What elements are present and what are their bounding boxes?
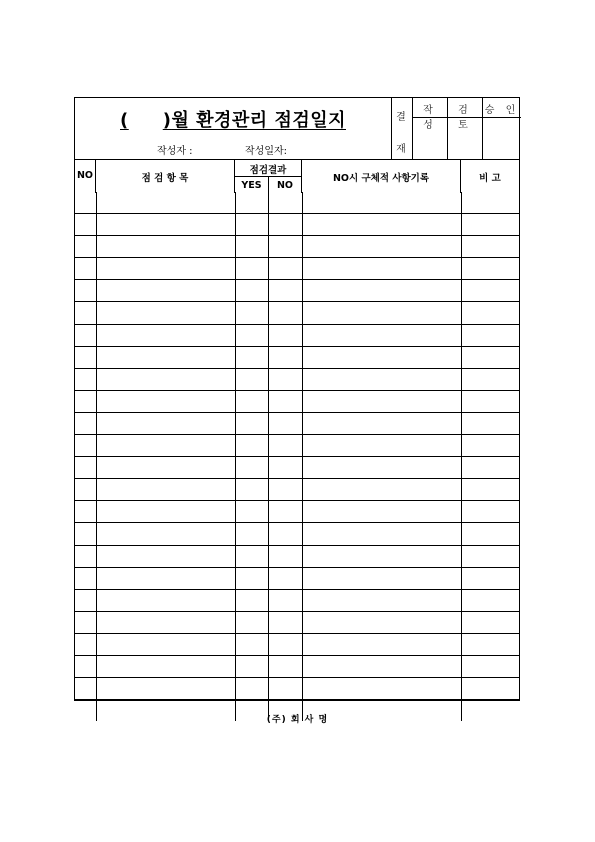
table-row xyxy=(75,236,519,258)
table-row xyxy=(75,214,519,236)
cell-detail[interactable] xyxy=(302,545,461,567)
cell-item[interactable] xyxy=(96,368,235,390)
cell-detail[interactable] xyxy=(302,457,461,479)
cell-item[interactable] xyxy=(96,302,235,324)
cell-yes[interactable] xyxy=(235,655,268,677)
cell-no xyxy=(75,346,96,368)
cell-no-result[interactable] xyxy=(268,501,302,523)
cell-no-result[interactable] xyxy=(268,435,302,457)
cell-item[interactable] xyxy=(96,435,235,457)
cell-no xyxy=(75,435,96,457)
cell-detail[interactable] xyxy=(302,324,461,346)
cell-no xyxy=(75,545,96,567)
cell-yes[interactable] xyxy=(235,192,268,214)
writer-label: 작성자 : xyxy=(157,146,193,157)
cell-no xyxy=(75,611,96,633)
cell-yes[interactable] xyxy=(235,368,268,390)
cell-remarks[interactable] xyxy=(461,479,519,501)
cell-remarks[interactable] xyxy=(461,523,519,545)
cell-yes[interactable] xyxy=(235,435,268,457)
cell-remarks[interactable] xyxy=(461,655,519,677)
cell-item[interactable] xyxy=(96,655,235,677)
cell-no xyxy=(75,236,96,258)
approval-col-review: 검 토 xyxy=(458,105,472,131)
cell-yes[interactable] xyxy=(235,457,268,479)
cell-no-result[interactable] xyxy=(268,567,302,589)
cell-item[interactable] xyxy=(96,523,235,545)
cell-no-result[interactable] xyxy=(268,678,302,700)
cell-item[interactable] xyxy=(96,214,235,236)
cell-no-result[interactable] xyxy=(268,633,302,655)
header-yes: YES xyxy=(241,180,262,191)
cell-item[interactable] xyxy=(96,633,235,655)
cell-remarks[interactable] xyxy=(461,678,519,700)
cell-no xyxy=(75,479,96,501)
cell-yes[interactable] xyxy=(235,479,268,501)
table-row xyxy=(75,545,519,567)
cell-item[interactable] xyxy=(96,589,235,611)
table-row xyxy=(75,479,519,501)
table-row xyxy=(75,501,519,523)
cell-yes[interactable] xyxy=(235,678,268,700)
cell-yes[interactable] xyxy=(235,236,268,258)
table-row xyxy=(75,280,519,302)
cell-detail[interactable] xyxy=(302,302,461,324)
header-no-sub: NO xyxy=(276,180,294,191)
cell-remarks[interactable] xyxy=(461,214,519,236)
cell-item[interactable] xyxy=(96,545,235,567)
cell-detail[interactable] xyxy=(302,435,461,457)
cell-no-result[interactable] xyxy=(268,368,302,390)
approval-side-label-2: 재 xyxy=(396,144,406,155)
cell-detail[interactable] xyxy=(302,236,461,258)
cell-detail[interactable] xyxy=(302,280,461,302)
cell-no xyxy=(75,192,96,214)
header-remarks: 비 고 xyxy=(479,173,501,184)
cell-yes[interactable] xyxy=(235,611,268,633)
cell-no-result[interactable] xyxy=(268,457,302,479)
form-title: ( )월 환경관리 점검일지 xyxy=(120,110,346,131)
cell-no xyxy=(75,457,96,479)
inspection-log-form xyxy=(74,97,520,701)
cell-remarks[interactable] xyxy=(461,324,519,346)
cell-no xyxy=(75,258,96,280)
cell-yes[interactable] xyxy=(235,214,268,236)
cell-detail[interactable] xyxy=(302,390,461,412)
cell-yes[interactable] xyxy=(235,324,268,346)
cell-item[interactable] xyxy=(96,501,235,523)
cell-remarks[interactable] xyxy=(461,457,519,479)
cell-remarks[interactable] xyxy=(461,192,519,214)
cell-detail[interactable] xyxy=(302,567,461,589)
cell-detail[interactable] xyxy=(302,192,461,214)
cell-remarks[interactable] xyxy=(461,390,519,412)
cell-no-result[interactable] xyxy=(268,390,302,412)
cell-no xyxy=(75,214,96,236)
cell-remarks[interactable] xyxy=(461,368,519,390)
cell-remarks[interactable] xyxy=(461,545,519,567)
cell-no xyxy=(75,523,96,545)
cell-detail[interactable] xyxy=(302,523,461,545)
cell-yes[interactable] xyxy=(235,523,268,545)
approval-col-approve: 승 인 xyxy=(484,105,520,116)
date-label: 작성일자: xyxy=(245,146,288,157)
cell-yes[interactable] xyxy=(235,412,268,434)
cell-no xyxy=(75,368,96,390)
cell-remarks[interactable] xyxy=(461,567,519,589)
cell-no-result[interactable] xyxy=(268,479,302,501)
approval-signature-area xyxy=(412,98,520,159)
cell-detail[interactable] xyxy=(302,633,461,655)
cell-yes[interactable] xyxy=(235,390,268,412)
cell-remarks[interactable] xyxy=(461,633,519,655)
cell-no-result[interactable] xyxy=(268,655,302,677)
cell-no xyxy=(75,589,96,611)
cell-item[interactable] xyxy=(96,611,235,633)
approval-box xyxy=(391,98,519,159)
table-row xyxy=(75,633,519,655)
cell-yes[interactable] xyxy=(235,302,268,324)
cell-yes[interactable] xyxy=(235,280,268,302)
cell-detail[interactable] xyxy=(302,346,461,368)
cell-no xyxy=(75,280,96,302)
header-no: NO xyxy=(76,170,94,181)
cell-item[interactable] xyxy=(96,678,235,700)
cell-yes[interactable] xyxy=(235,346,268,368)
table-row xyxy=(75,192,519,214)
cell-yes[interactable] xyxy=(235,589,268,611)
cell-no xyxy=(75,501,96,523)
cell-no xyxy=(75,655,96,677)
cell-detail[interactable] xyxy=(302,611,461,633)
cell-item[interactable] xyxy=(96,390,235,412)
cell-detail[interactable] xyxy=(302,368,461,390)
cell-no-result[interactable] xyxy=(268,589,302,611)
cell-remarks[interactable] xyxy=(461,302,519,324)
cell-remarks[interactable] xyxy=(461,346,519,368)
cell-remarks[interactable] xyxy=(461,611,519,633)
inspection-table xyxy=(75,192,519,721)
header-detail: NO시 구체적 사항기록 xyxy=(332,173,430,184)
table-row xyxy=(75,611,519,633)
table-row xyxy=(75,655,519,677)
cell-no xyxy=(75,324,96,346)
cell-item[interactable] xyxy=(96,192,235,214)
cell-no xyxy=(75,302,96,324)
cell-detail[interactable] xyxy=(302,258,461,280)
table-row xyxy=(75,567,519,589)
cell-item[interactable] xyxy=(96,280,235,302)
table-row xyxy=(75,412,519,434)
cell-item[interactable] xyxy=(96,479,235,501)
cell-no-result[interactable] xyxy=(268,302,302,324)
cell-detail[interactable] xyxy=(302,589,461,611)
table-row xyxy=(75,523,519,545)
cell-detail[interactable] xyxy=(302,501,461,523)
cell-item[interactable] xyxy=(96,346,235,368)
cell-no-result[interactable] xyxy=(268,545,302,567)
table-row xyxy=(75,457,519,479)
table-row xyxy=(75,678,519,700)
table-header xyxy=(75,159,519,192)
cell-remarks[interactable] xyxy=(461,435,519,457)
cell-no-result[interactable] xyxy=(268,324,302,346)
company-name: (주) 회 사 명 xyxy=(266,715,329,725)
cell-detail[interactable] xyxy=(302,678,461,700)
cell-detail[interactable] xyxy=(302,214,461,236)
table-row xyxy=(75,589,519,611)
cell-remarks[interactable] xyxy=(461,412,519,434)
cell-remarks[interactable] xyxy=(461,589,519,611)
cell-item[interactable] xyxy=(96,324,235,346)
cell-no-result[interactable] xyxy=(268,192,302,214)
cell-remarks[interactable] xyxy=(461,236,519,258)
cell-no-result[interactable] xyxy=(268,214,302,236)
approval-side-label-1: 결 xyxy=(396,112,406,123)
table-row xyxy=(75,346,519,368)
cell-no xyxy=(75,633,96,655)
table-row xyxy=(75,368,519,390)
cell-remarks[interactable] xyxy=(461,258,519,280)
cell-yes[interactable] xyxy=(235,501,268,523)
approval-col-write: 작 성 xyxy=(423,105,437,131)
cell-item[interactable] xyxy=(96,258,235,280)
cell-yes[interactable] xyxy=(235,545,268,567)
cell-no-result[interactable] xyxy=(268,523,302,545)
cell-remarks[interactable] xyxy=(461,280,519,302)
cell-item[interactable] xyxy=(96,457,235,479)
cell-no-result[interactable] xyxy=(268,412,302,434)
cell-no-result[interactable] xyxy=(268,258,302,280)
cell-no xyxy=(75,678,96,700)
cell-yes[interactable] xyxy=(235,633,268,655)
table-row xyxy=(75,390,519,412)
cell-remarks[interactable] xyxy=(461,501,519,523)
cell-no-result[interactable] xyxy=(268,280,302,302)
cell-no xyxy=(75,390,96,412)
cell-detail[interactable] xyxy=(302,655,461,677)
cell-item[interactable] xyxy=(96,236,235,258)
header-result: 점검결과 xyxy=(249,165,287,176)
cell-detail[interactable] xyxy=(302,479,461,501)
cell-no xyxy=(75,567,96,589)
cell-no xyxy=(75,412,96,434)
table-row xyxy=(75,302,519,324)
cell-item[interactable] xyxy=(96,412,235,434)
cell-no-result[interactable] xyxy=(268,236,302,258)
header-item: 점 검 항 목 xyxy=(141,173,189,184)
table-row xyxy=(75,324,519,346)
cell-detail[interactable] xyxy=(302,412,461,434)
table-row xyxy=(75,435,519,457)
table-row xyxy=(75,258,519,280)
cell-no-result[interactable] xyxy=(268,346,302,368)
cell-yes[interactable] xyxy=(235,567,268,589)
cell-item[interactable] xyxy=(96,567,235,589)
cell-no-result[interactable] xyxy=(268,611,302,633)
cell-yes[interactable] xyxy=(235,258,268,280)
